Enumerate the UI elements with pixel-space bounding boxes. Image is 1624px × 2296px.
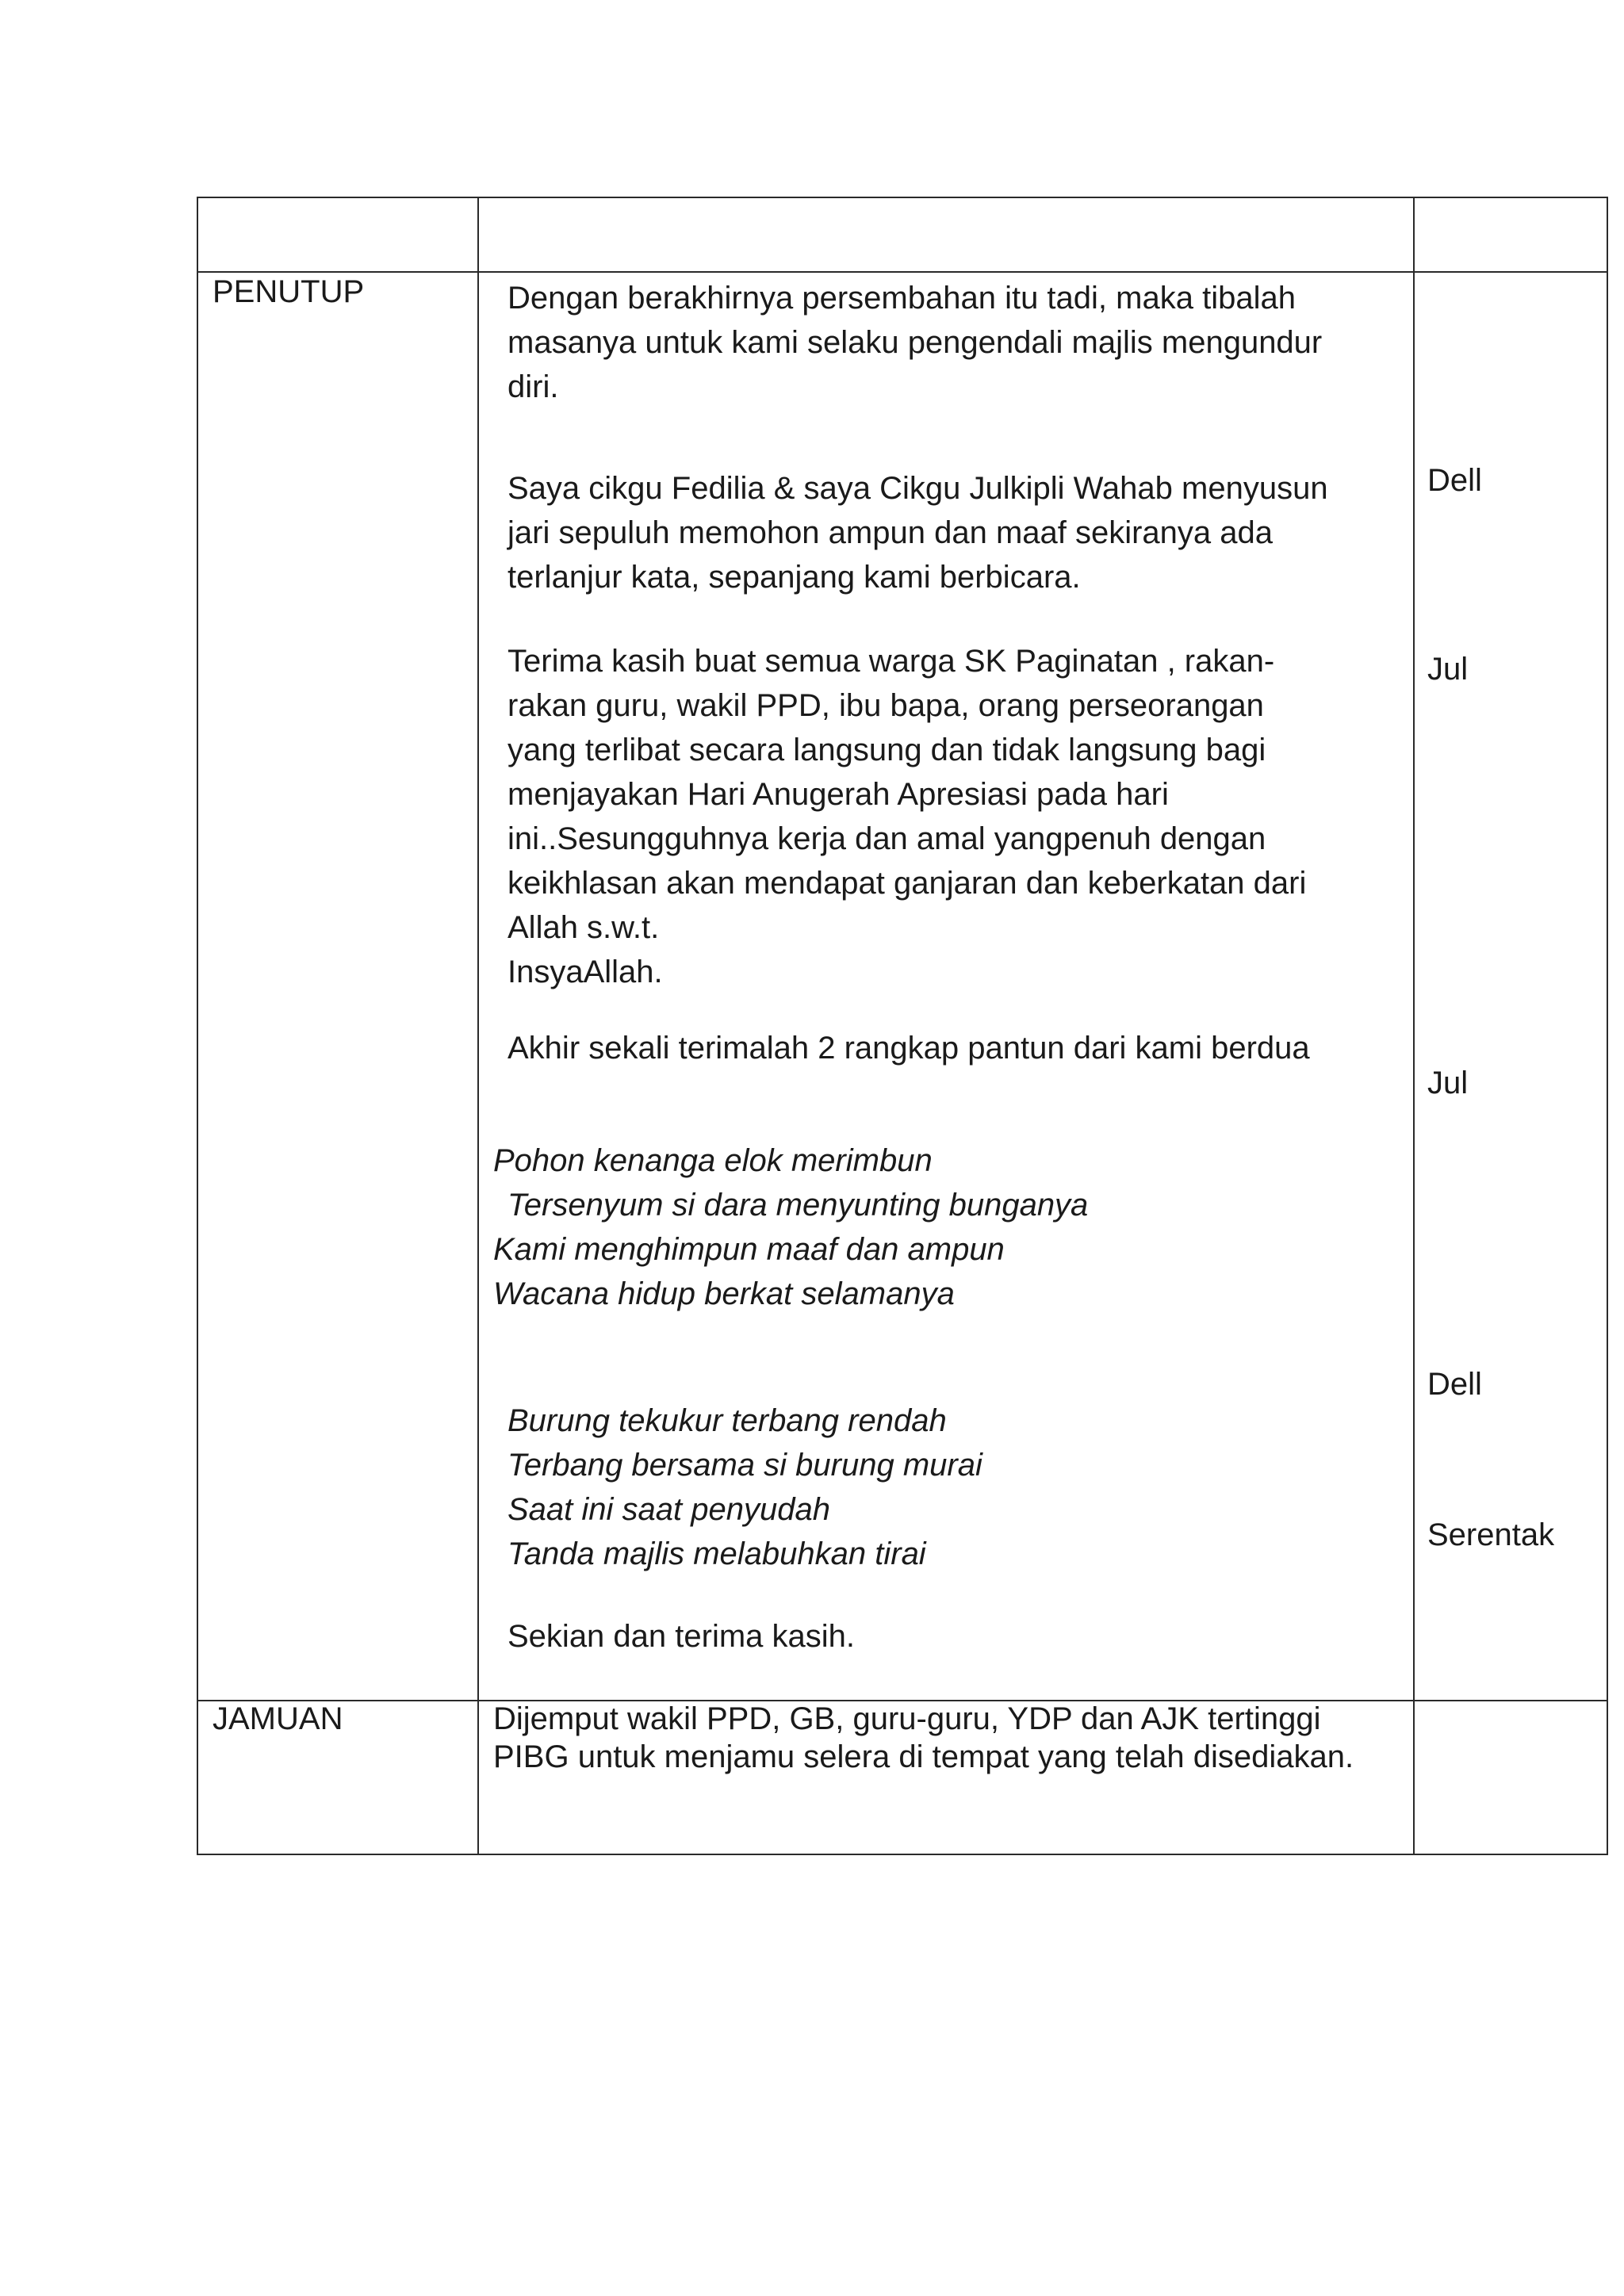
- pantun-line: Wacana hidup berkat selamanya: [493, 1276, 955, 1311]
- jamuan-text-line: Dijemput wakil PPD, GB, guru-guru, YDP dan AJK tertinggi: [493, 1701, 1321, 1736]
- pantun-line: Tanda majlis melabuhkan tirai: [508, 1536, 926, 1571]
- text-line: rakan guru, wakil PPD, ibu bapa, orang perseorangan: [508, 688, 1264, 723]
- closing-text: Sekian dan terima kasih.: [508, 1619, 856, 1654]
- pantun-line: Kami menghimpun maaf dan ampun: [493, 1232, 1005, 1267]
- text-line: masanya untuk kami selaku pengendali majlis mengundur: [508, 325, 1323, 360]
- row-divider-1: [198, 271, 1607, 273]
- text-line: keikhlasan akan mendapat ganjaran dan keberkatan dari: [508, 866, 1307, 901]
- text-line: terlanjur kata, sepanjang kami berbicara.: [508, 560, 1081, 595]
- text-line: yang terlibat secara langsung dan tidak langsung bagi: [508, 733, 1266, 767]
- speaker-label: Dell: [1427, 463, 1482, 498]
- penutup-paragraph-4: Akhir sekali terimalah 2 rangkap pantun dari kami berdua: [508, 1031, 1310, 1066]
- column-divider-1: [477, 198, 479, 1854]
- text-line: Saya cikgu Fedilia & saya Cikgu Julkipli Wahab menyusun: [508, 471, 1328, 506]
- pantun-line: Pohon kenanga elok merimbun: [493, 1143, 933, 1178]
- text-line: Dengan berakhirnya persembahan itu tadi, maka tibalah: [508, 281, 1296, 316]
- speaker-label: Jul: [1427, 652, 1469, 687]
- pantun-line: Burung tekukur terbang rendah: [508, 1403, 947, 1438]
- text-line: diri.: [508, 369, 559, 404]
- speaker-label: Serentak: [1427, 1517, 1555, 1552]
- column-divider-2: [1413, 198, 1415, 1854]
- pantun-line: Terbang bersama si burung murai: [508, 1448, 982, 1483]
- jamuan-text-line: PIBG untuk menjamu selera di tempat yang telah disediakan.: [493, 1739, 1354, 1774]
- pantun-line: Saat ini saat penyudah: [508, 1492, 830, 1527]
- text-line: InsyaAllah.: [508, 955, 663, 989]
- text-line: ini..Sesungguhnya kerja dan amal yangpenuh dengan: [508, 821, 1266, 856]
- speaker-label: Dell: [1427, 1367, 1482, 1402]
- row-label-jamuan: JAMUAN: [213, 1701, 343, 1736]
- text-line: Terima kasih buat semua warga SK Paginatan , rakan-: [508, 644, 1275, 679]
- text-line: jari sepuluh memohon ampun dan maaf sekiranya ada: [508, 515, 1274, 550]
- row-label-penutup: PENUTUP: [213, 274, 365, 309]
- pantun-line: Tersenyum si dara menyunting bunganya: [508, 1188, 1089, 1223]
- text-line: menjayakan Hari Anugerah Apresiasi pada hari: [508, 777, 1169, 812]
- speaker-label: Jul: [1427, 1066, 1469, 1100]
- text-line: Allah s.w.t.: [508, 910, 660, 945]
